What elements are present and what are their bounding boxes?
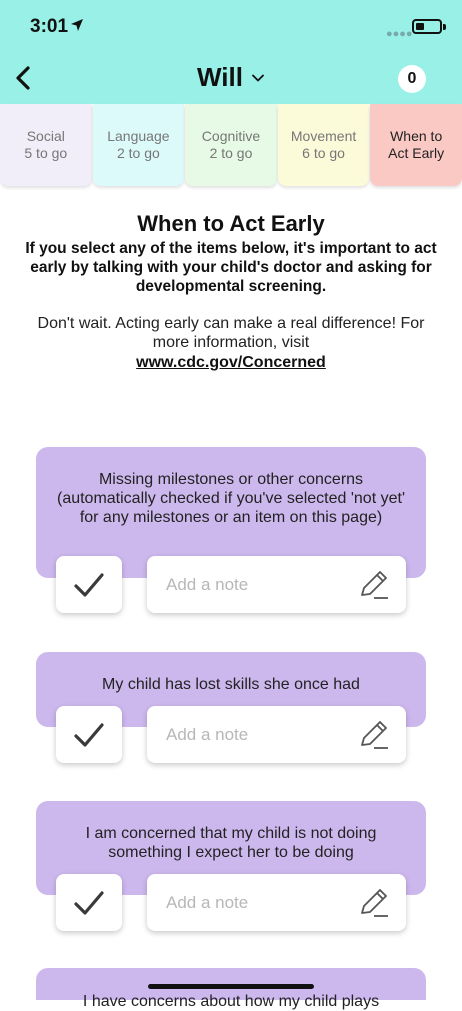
tab-status: Act Early [388,145,445,161]
concern-checkbox[interactable] [56,706,122,763]
category-tabs [0,104,462,186]
tab-when-to-act-early[interactable] [370,104,462,186]
tab-label: Cognitive [201,128,261,144]
concern-text: Missing milestones or other concerns (automatically checked if you've selected 'not yet' for any milestones or an item on this page) [56,471,405,526]
pencil-icon[interactable] [358,718,390,750]
note-placeholder: Add a note [166,893,249,912]
app-header [0,52,462,104]
location-arrow-icon [70,18,84,32]
tab-label: Language [107,128,170,144]
tab-label: Social [26,128,65,144]
tab-social[interactable] [0,104,92,186]
signal-icon: ●●●● [386,28,413,40]
battery-icon [412,19,442,34]
intro-text: Don't wait. Acting early can make a real difference! For more information, visit [37,315,425,351]
tab-movement[interactable] [278,104,370,186]
child-name: Will [197,62,243,92]
note-input[interactable] [147,706,406,763]
intro-section [20,210,442,373]
child-selector[interactable] [0,62,462,93]
checkmark-icon [72,720,106,750]
status-bar [0,0,462,52]
pencil-icon[interactable] [358,568,390,600]
page-title: When to Act Early [137,211,325,236]
checkmark-icon [72,888,106,918]
concern-text: I have concerns about how my child plays [82,993,380,1010]
tab-label: When to [390,128,443,144]
note-placeholder: Add a note [166,575,249,594]
tab-status: 5 to go [24,145,68,161]
note-placeholder: Add a note [166,725,249,744]
note-input[interactable] [147,874,406,931]
count-badge[interactable]: 0 [398,65,426,93]
tab-cognitive[interactable] [185,104,277,186]
tab-status: 2 to go [209,145,253,161]
concern-text: I am concerned that my child is not doing something I expect her to be doing [85,825,377,861]
status-time: 3:01 [30,16,69,37]
concern-checkbox[interactable] [56,556,122,613]
home-indicator[interactable] [148,984,314,989]
tab-status: 2 to go [116,145,160,161]
tab-label: Movement [290,128,357,144]
pencil-icon[interactable] [358,886,390,918]
battery-tip [443,24,446,30]
checkmark-icon [72,570,106,600]
tab-status: 6 to go [302,145,345,161]
cdc-link[interactable]: www.cdc.gov/Concerned [136,354,326,371]
note-input[interactable] [147,556,406,613]
chevron-down-icon [251,71,265,85]
intro-bold-text: If you select any of the items below, it's important to act early by talking with your child's doctor and asking for developmental screening. [25,240,437,295]
concern-text: My child has lost skills she once had [102,676,360,693]
concern-checkbox[interactable] [56,874,122,931]
tab-language[interactable] [93,104,185,186]
